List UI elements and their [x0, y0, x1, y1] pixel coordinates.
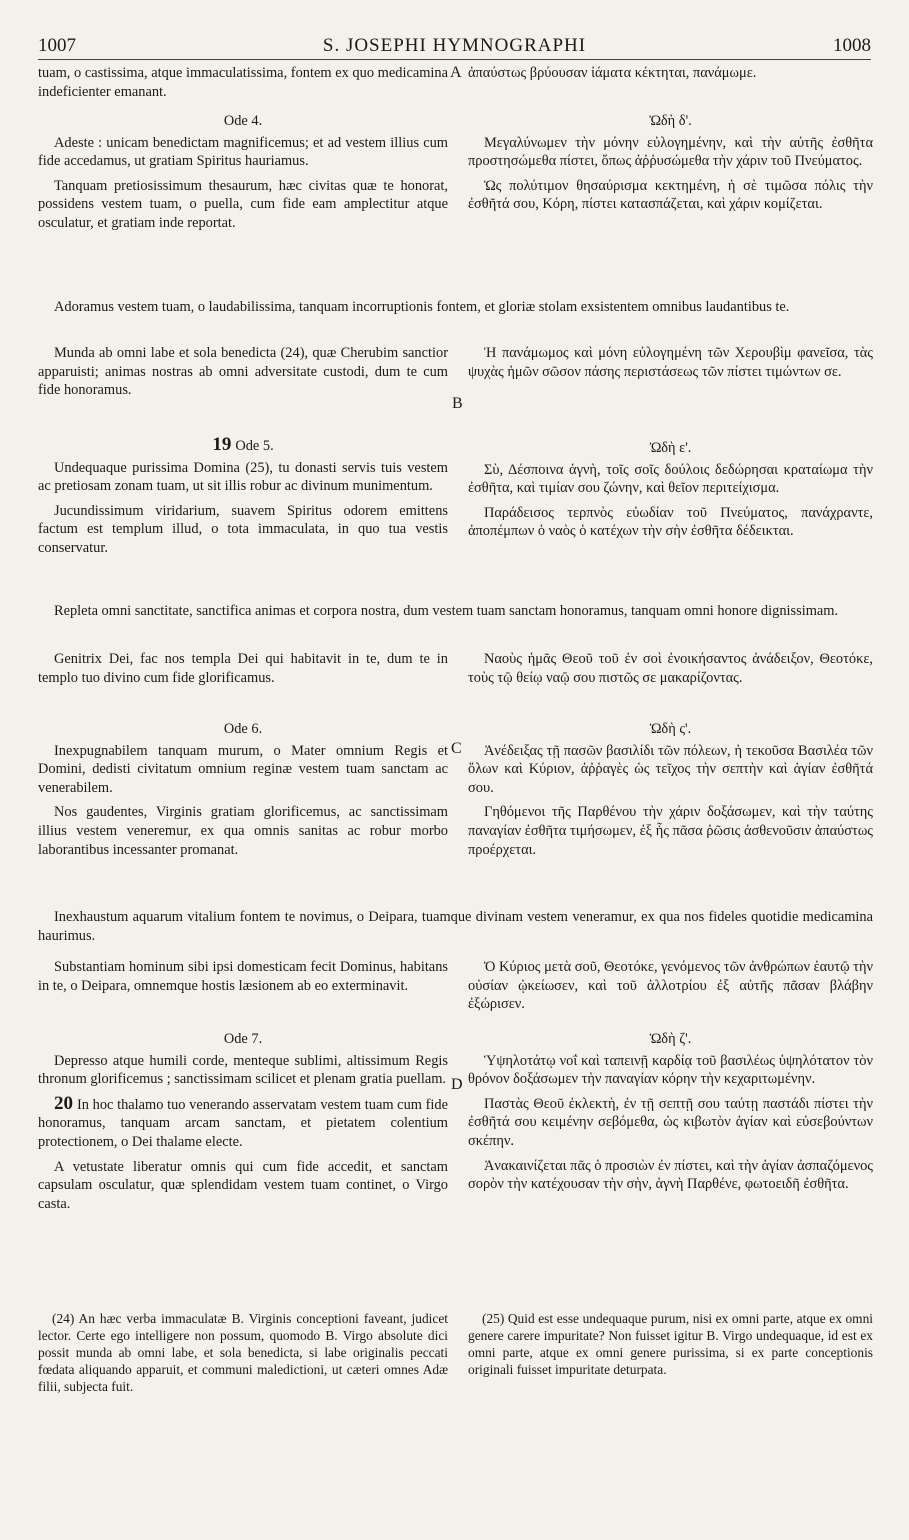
latin-paragraph: tuam, o castissima, atque immaculatissima, fontem ex quo medicamina indeficienter emanant.	[38, 65, 448, 100]
greek-paragraph: Ὡς πολύτιμον θησαύρισμα κεκτημένη, ἡ σὲ τιμῶσα πόλις τὴν ἐσθῆτά σου, Κόρη, πίστει κατασπάζεται, καὶ χάριν κομίζεται.	[468, 177, 873, 213]
ode-heading: Ode 7.	[223, 1031, 263, 1047]
latin-column	[38, 112, 448, 239]
greek-column	[468, 344, 873, 387]
column-number: 20	[54, 1092, 73, 1114]
right-page-number: 1008	[833, 35, 871, 56]
greek-paragraph: Ὑψηλοτάτῳ νοΐ καὶ ταπεινῇ καρδίᾳ τοῦ βασιλέως ὑψηλότατον τὸν θρόνον δοξάσωμεν τὴν παναγίαν κόρην τὴν κεχαριτωμένην.	[468, 1052, 873, 1088]
ode-heading: Ὠδὴ ς'.	[649, 721, 692, 737]
greek-paragraph: Σὺ, Δέσποινα ἁγνὴ, τοῖς σοῖς δούλοις δεδώρησαι κραταίωμα τὴν ἐσθῆτα, καὶ τιμίαν σου ζώνην, καὶ θεῖον περιτείχισμα.	[468, 461, 873, 497]
ode-heading	[38, 436, 448, 456]
latin-column	[38, 436, 448, 564]
greek-column	[468, 958, 873, 1020]
ode-heading: Ὠδὴ ε'.	[649, 440, 692, 456]
ode-heading: Ὠδὴ δ'.	[649, 113, 692, 129]
greek-column	[468, 439, 873, 547]
ode-heading: Ode 4.	[223, 113, 263, 129]
running-title: S. JOSEPHI HYMNOGRAPHI	[322, 35, 587, 56]
ode-heading: Ὠδὴ ζ'.	[649, 1031, 692, 1047]
footnote-left	[38, 1310, 448, 1395]
greek-column	[468, 1030, 873, 1200]
latin-paragraph: A vetustate liberatur omnis qui cum fide accedit, et sanctam capsulam osculatur, quæ splendidam vestem tuam continet, o Virgo casta.	[38, 1158, 448, 1212]
latin-paragraph: Depresso atque humili corde, menteque sublimi, altissimum Regis thronum glorificemus ; sanctissimam scilicet et plenam gratia puellam.	[38, 1052, 448, 1088]
latin-paragraph: Tanquam pretiosissimum thesaurum, hæc civitas quæ te honorat, possidens vestem tuam, o puella, cum fide eam amplectitur atque osculatur, et gratiam inde reportat.	[38, 177, 448, 231]
full-width-text	[38, 602, 873, 627]
full-width-text	[38, 908, 873, 951]
latin-paragraph: Substantiam hominum sibi ipsi domesticam fecit Dominus, habitans in te, o Deipara, omnemque hostis læsionem ab eo exterminavit.	[38, 959, 448, 994]
full-paragraph: Repleta omni sanctitate, sanctifica animas et corpora nostra, dum vestem tuam sanctam honoramus, tanquam omni honore dignissimam.	[54, 603, 839, 619]
footnote-24: (24) An hæc verba immaculatæ B. Virginis conceptioni faveant, judicet lector. Certe ego intelligere non possum, quomodo B. Virgo absolute dici possit munda ab omni labe, et sola benedicta, si labe originalis peccati fœdata aliquando apparuit, et communi maledictioni, ut cæteri omnes Adæ filii, subjecta fuit.	[38, 1311, 448, 1394]
ode-label: Ode 5.	[235, 438, 274, 454]
running-header	[38, 35, 871, 60]
latin-paragraph: Genitrix Dei, fac nos templa Dei qui habitavit in te, dum te in templo tuo divino cum fide glorificamus.	[38, 651, 448, 686]
greek-paragraph: Παράδεισος τερπνὸς εὐωδίαν τοῦ Πνεύματος, πανάχραντε, ἀποπέμπων ὁ ναὸς ὁ κατέχων τὴν σὴν ἐσθῆτα δέδεικται.	[468, 504, 873, 540]
greek-paragraph: Ἡ πανάμωμος καὶ μόνη εὐλογημένη τῶν Χερουβὶμ φανεῖσα, τὰς ψυχὰς ἡμῶν σῶσον πάσης περιστάσεως τῶν πίστει τιμώντων σε.	[468, 345, 873, 380]
greek-column	[468, 112, 873, 220]
latin-paragraph	[38, 1092, 448, 1152]
latin-column	[38, 650, 448, 693]
footnote-25: (25) Quid est esse undequaque purum, nisi ex omni parte, atque ex omni genere carere impuritate? Non fuisset igitur B. Virgo undequaque, id est ex omni parte, atque ex omni genere purissima, si ex parte conceptionis originali fuisset impuritate deturpata.	[468, 1311, 873, 1377]
ode-heading: Ode 6.	[223, 721, 263, 737]
latin-paragraph: Munda ab omni labe et sola benedicta (24), quæ Cherubim sanctior apparuisti; animas nostras ab omni adversitate custodi, dum te cum fide honoramus.	[38, 345, 448, 399]
latin-paragraph: Inexpugnabilem tanquam murum, o Mater omnium Regis et Domini, dedisti civitatum omnium reginæ vestem tuam sanctam ac venerabilem.	[38, 742, 448, 796]
latin-column	[38, 958, 448, 1001]
greek-paragraph: Ἀνέδειξας τῇ πασῶν βασιλίδι τῶν πόλεων, ἡ τεκοῦσα Βασιλέα τῶν ὅλων καὶ Κύριον, ἀῤῥαγὲς ὡς τεῖχος τὴν σεπτὴν καὶ ἁγίαν ἐσθῆτά σου.	[468, 742, 873, 796]
greek-paragraph: Ὁ Κύριος μετὰ σοῦ, Θεοτόκε, γενόμενος τῶν ἀνθρώπων ἑαυτῷ τὴν οὐσίαν ᾠκείωσεν, καὶ τοῦ ἀλλοτρίου ἐξ αὐτῆς πᾶσαν βλάβην ἐξώρισεν.	[468, 959, 873, 1013]
greek-paragraph: Ἀνακαινίζεται πᾶς ὁ προσιὼν ἐν πίστει, καὶ τὴν ἁγίαν ἀσπαζόμενος σορὸν τὴν κατέχουσαν τὴν σὴν, ἁγνὴ Παρθένε, φωτοειδῆ ἐσθῆτα.	[468, 1157, 873, 1193]
column-number: 19	[212, 434, 232, 455]
margin-letter-b: B	[452, 395, 463, 412]
latin-paragraph: Nos gaudentes, Virginis gratiam glorificemus, ac sanctissimam illius vestem veneremur, ex qua omnis sanitas ac robur morbo laborantibus incessanter promanat.	[38, 804, 448, 858]
margin-letter-d: D	[451, 1076, 463, 1093]
latin-column	[38, 1030, 448, 1219]
greek-paragraph: Μεγαλύνωμεν τὴν μόνην εὐλογημένην, καὶ τὴν αὐτῆς ἐσθῆτα προστησώμεθα πίστει, ὅπως ἀῤῥυσώμεθα τὴν χάριν τοῦ Πνεύματος.	[468, 134, 873, 170]
greek-paragraph: ἀπαύστως βρύουσαν ἰάματα κέκτηται, πανάμωμε.	[468, 65, 757, 81]
margin-letter-a: A	[450, 64, 462, 81]
greek-paragraph: Γηθόμενοι τῆς Παρθένου τὴν χάριν δοξάσωμεν, καὶ τὴν ταύτης παναγίαν ἐσθῆτα τιμήσωμεν, ἐξ ἧς πᾶσα ῥῶσις ἀσθενοῦσιν ἀπαύστως προέρχεται.	[468, 804, 873, 858]
greek-column	[468, 720, 873, 865]
greek-paragraph: Ναοὺς ἡμᾶς Θεοῦ τοῦ ἐν σοὶ ἐνοικήσαντος ἀνάδειξον, Θεοτόκε, τοὺς τῷ θείῳ ναῷ σου πιστῶς σε μακαρίζοντας.	[468, 651, 873, 686]
greek-paragraph: Παστὰς Θεοῦ ἐκλεκτὴ, ἐν τῇ σεπτῇ σου ταύτῃ παστάδι πίστει τὴν ἐσθῆτά σου κειμένην σεβόμεθα, ὡς κιβωτὸν ἁγίαν καὶ εὐσεβούντων σκέπην.	[468, 1095, 873, 1149]
latin-paragraph: Adeste : unicam benedictam magnificemus; et ad vestem illius cum fide accedamus, ut gratiam Spiritus hauriamus.	[38, 134, 448, 170]
full-paragraph: Adoramus vestem tuam, o laudabilissima, tanquam incorruptionis fontem, et gloriæ stolam exsistentem omnibus laudantibus te.	[54, 299, 790, 315]
paragraph-text: In hoc thalamo tuo venerando asservatam vestem tuam cum fide honoramus, tanquam arcam sanctam, et pietatem colentium protectionem, o Dei thalame electe.	[38, 1096, 448, 1150]
full-width-text	[38, 298, 873, 323]
greek-column	[468, 64, 873, 89]
footnote-right	[468, 1310, 873, 1378]
latin-column	[38, 344, 448, 406]
latin-paragraph: Jucundissimum viridarium, suavem Spiritus odorem emittens factum est templum illud, o tota immaculata, in quo tua vestis conservatur.	[38, 502, 448, 556]
latin-column	[38, 720, 448, 865]
greek-column	[468, 650, 873, 693]
latin-paragraph: Undequaque purissima Domina (25), tu donasti servis tuis vestem ac pretiosam zonam tuam, ut sit illis robur ac divinum munimentum.	[38, 459, 448, 495]
margin-letter-c: C	[451, 740, 462, 757]
latin-column	[38, 64, 448, 107]
left-page-number: 1007	[38, 35, 76, 56]
full-paragraph: Inexhaustum aquarum vitalium fontem te novimus, o Deipara, tuamque divinam vestem veneramur, ex qua nos fideles quotidie medicamina haurimus.	[38, 909, 873, 944]
